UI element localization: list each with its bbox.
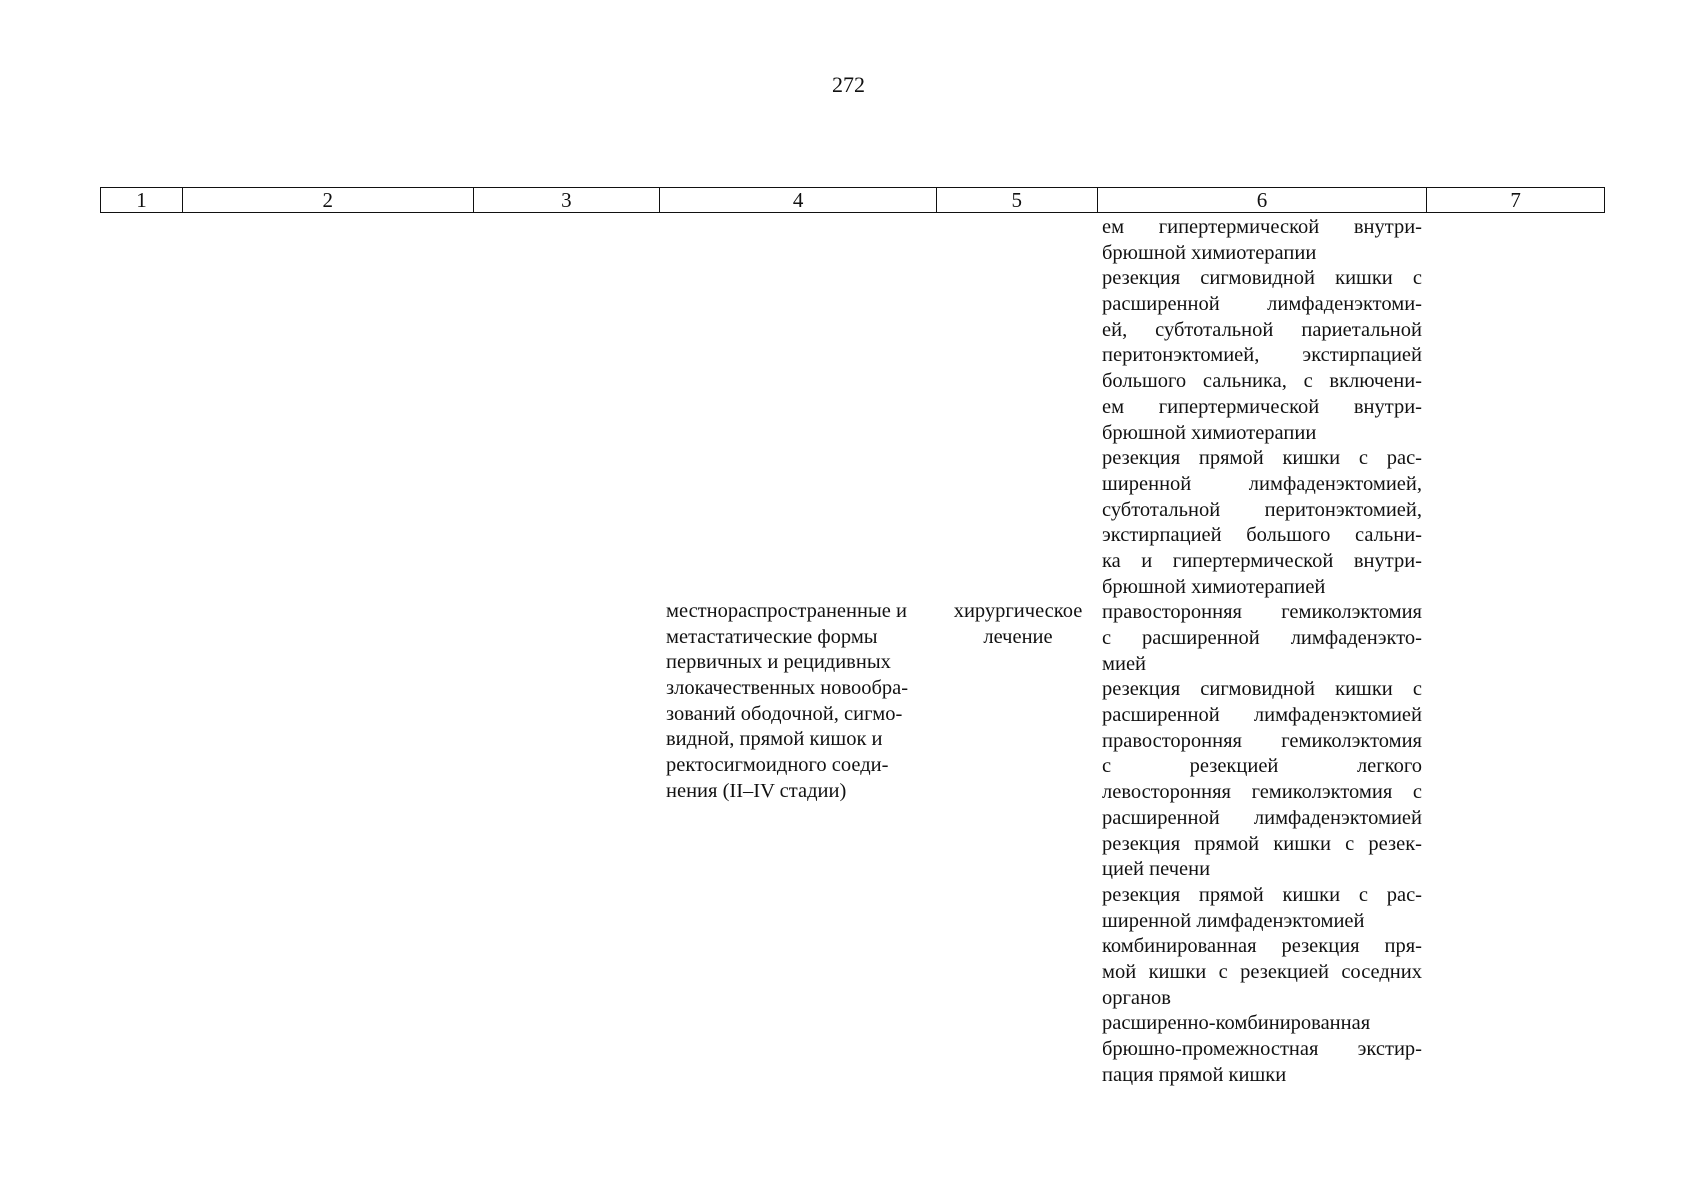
treatment-method-line: пация прямой кишки xyxy=(1102,1063,1287,1086)
treatment-method-line: перитонэктомией, экстирпацией xyxy=(1102,344,1422,367)
treatment-method-line: брюшной химиотерапией xyxy=(1102,575,1326,598)
diagnosis-line: нения (II–IV стадии) xyxy=(666,779,847,802)
header-cell-3: 3 xyxy=(474,188,661,212)
treatment-method-line: расширенно-комбинированная xyxy=(1102,1012,1371,1035)
treatment-method-line: ка и гипертермической внутри- xyxy=(1102,549,1422,572)
treatment-method-line: брюшной химиотерапии xyxy=(1102,421,1317,444)
diagnosis-line: метастатические формы xyxy=(666,625,878,648)
header-cell-4: 4 xyxy=(660,188,937,212)
diagnosis-line: злокачественных новообра- xyxy=(666,677,909,700)
treatment-method-line: ем гипертермической внутри- xyxy=(1102,216,1422,238)
treatment-method-line: резекция прямой кишки с рас- xyxy=(1102,447,1422,470)
treatment-method-line: ей, субтотальной париетальной xyxy=(1102,318,1422,341)
treatment-method-line: резекция прямой кишки с рас- xyxy=(1102,883,1422,906)
diagnosis-line: первичных и рецидивных xyxy=(666,651,891,674)
header-cell-6: 6 xyxy=(1098,188,1428,212)
treatment-method-line: расширенной лимфаденэктоми- xyxy=(1102,293,1422,316)
diagnosis-line: зований ободочной, сигмо- xyxy=(666,702,903,725)
treatment-method-line: расширенной лимфаденэктомией xyxy=(1102,806,1422,829)
diagnosis-line: видной, прямой кишок и xyxy=(666,728,883,751)
treatment-method-line: с резекцией легкого xyxy=(1102,755,1422,778)
treatment-method-line: цией печени xyxy=(1102,858,1211,881)
diagnosis-cell xyxy=(666,599,938,805)
treatment-method-line: с расширенной лимфаденэкто- xyxy=(1102,627,1422,649)
treatment-type-cell xyxy=(942,599,1094,650)
treatment-method-line: субтотальной перитонэктомией, xyxy=(1102,498,1422,521)
treatment-method-line: мией xyxy=(1102,652,1147,675)
treatment-type-line: лечение xyxy=(983,625,1053,648)
treatment-method-line: ем гипертермической внутри- xyxy=(1102,395,1422,418)
treatment-method-line: большого сальника, с включени- xyxy=(1102,370,1422,393)
treatment-method-line: мой кишки с резекцией соседних xyxy=(1102,960,1422,983)
diagnosis-line: ректосигмоидного соеди- xyxy=(666,754,889,777)
diagnosis-line: местнораспространенные и xyxy=(666,600,907,622)
treatment-method-line: ширенной лимфаденэктомией, xyxy=(1102,472,1422,495)
page-number: 272 xyxy=(832,72,865,97)
treatment-method-line: органов xyxy=(1102,986,1171,1009)
treatment-methods-cell xyxy=(1102,215,1422,1088)
treatment-method-line: резекция прямой кишки с резек- xyxy=(1102,832,1422,855)
treatment-method-line: экстирпацией большого сальни- xyxy=(1102,524,1422,547)
treatment-method-line: брюшно-промежностная экстир- xyxy=(1102,1038,1422,1060)
header-cell-7: 7 xyxy=(1510,188,1521,212)
treatment-method-line: комбинированная резекция пря- xyxy=(1102,935,1422,958)
treatment-method-line: резекция сигмовидной кишки с xyxy=(1102,678,1422,701)
header-cell-5: 5 xyxy=(937,188,1098,212)
treatment-type-line: хирургическое xyxy=(953,600,1083,622)
treatment-method-line: левосторонняя гемиколэктомия с xyxy=(1102,781,1422,804)
treatment-method-line: брюшной химиотерапии xyxy=(1102,241,1317,264)
treatment-method-line: правосторонняя гемиколэктомия xyxy=(1102,729,1422,752)
treatment-method-line: правосторонняя гемиколэктомия xyxy=(1102,601,1422,624)
treatment-method-line: ширенной лимфаденэктомией xyxy=(1102,909,1365,932)
treatment-method-line: резекция сигмовидной кишки с xyxy=(1102,267,1422,290)
treatment-method-line: расширенной лимфаденэктомией xyxy=(1102,704,1422,727)
header-cell-2: 2 xyxy=(183,188,474,212)
table-header-row xyxy=(100,187,1605,213)
header-cell-1: 1 xyxy=(101,188,183,212)
